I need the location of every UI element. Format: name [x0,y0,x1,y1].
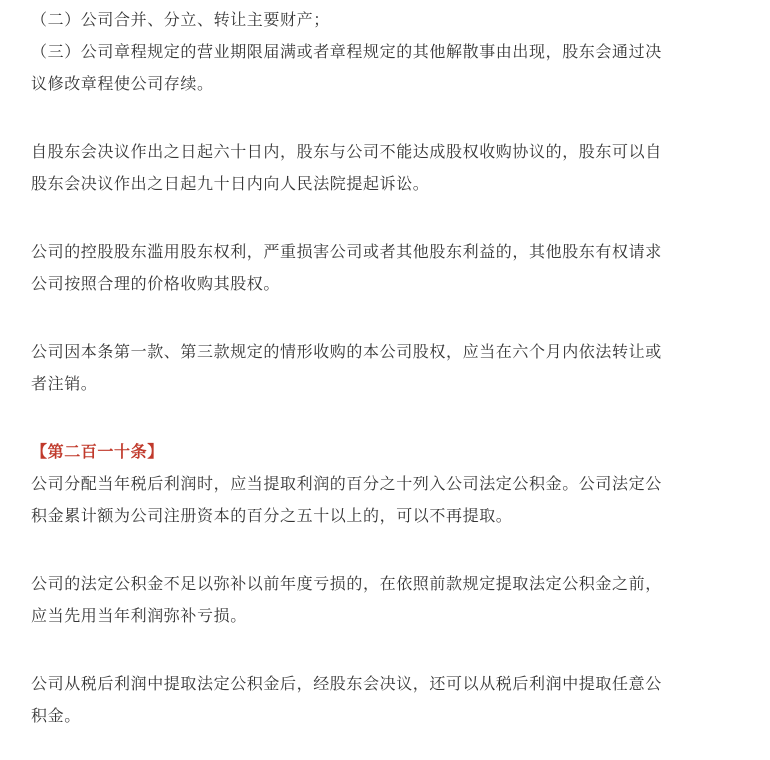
paragraph-transfer-or-cancel [31,336,743,400]
paragraph-share-purchase-deadline [31,136,743,200]
list-item-3-line-1: （三）公司章程规定的营业期限届满或者章程规定的其他解散事由出现，股东会通过决 [31,42,662,61]
paragraph-line: 积金。 [31,706,81,725]
paragraph-line: 公司分配当年税后利润时，应当提取利润的百分之十列入公司法定公积金。公司法定公 [31,474,662,493]
article-heading: 【第二百一十条】 [31,442,164,461]
paragraph-line: 公司的法定公积金不足以弥补以前年度亏损的，在依照前款规定提取法定公积金之前， [31,574,662,593]
list-item-3-line-2: 议修改章程使公司存续。 [31,74,214,93]
paragraph-discretionary-reserve [31,668,743,732]
document-body [31,0,743,732]
paragraph-statutory-reserve [31,468,743,532]
paragraph-line: 公司按照合理的价格收购其股权。 [31,274,281,293]
paragraph-line: 积金累计额为公司注册资本的百分之五十以上的，可以不再提取。 [31,506,513,525]
paragraph-line: 自股东会决议作出之日起六十日内，股东与公司不能达成股权收购协议的，股东可以自 [31,142,662,161]
paragraph-line: 公司因本条第一款、第三款规定的情形收购的本公司股权，应当在六个月内依法转让或 [31,342,662,361]
intro-list [31,4,743,100]
paragraph-line: 公司的控股股东滥用股东权利，严重损害公司或者其他股东利益的，其他股东有权请求 [31,242,662,261]
paragraph-line: 应当先用当年利润弥补亏损。 [31,606,247,625]
paragraph-line: 公司从税后利润中提取法定公积金后，经股东会决议，还可以从税后利润中提取任意公 [31,674,662,693]
paragraph-loss-compensation [31,568,743,632]
paragraph-line: 者注销。 [31,374,98,393]
paragraph-controlling-shareholder [31,236,743,300]
list-item-2: （二）公司合并、分立、转让主要财产； [31,10,330,29]
paragraph-line: 股东会决议作出之日起九十日内向人民法院提起诉讼。 [31,174,430,193]
